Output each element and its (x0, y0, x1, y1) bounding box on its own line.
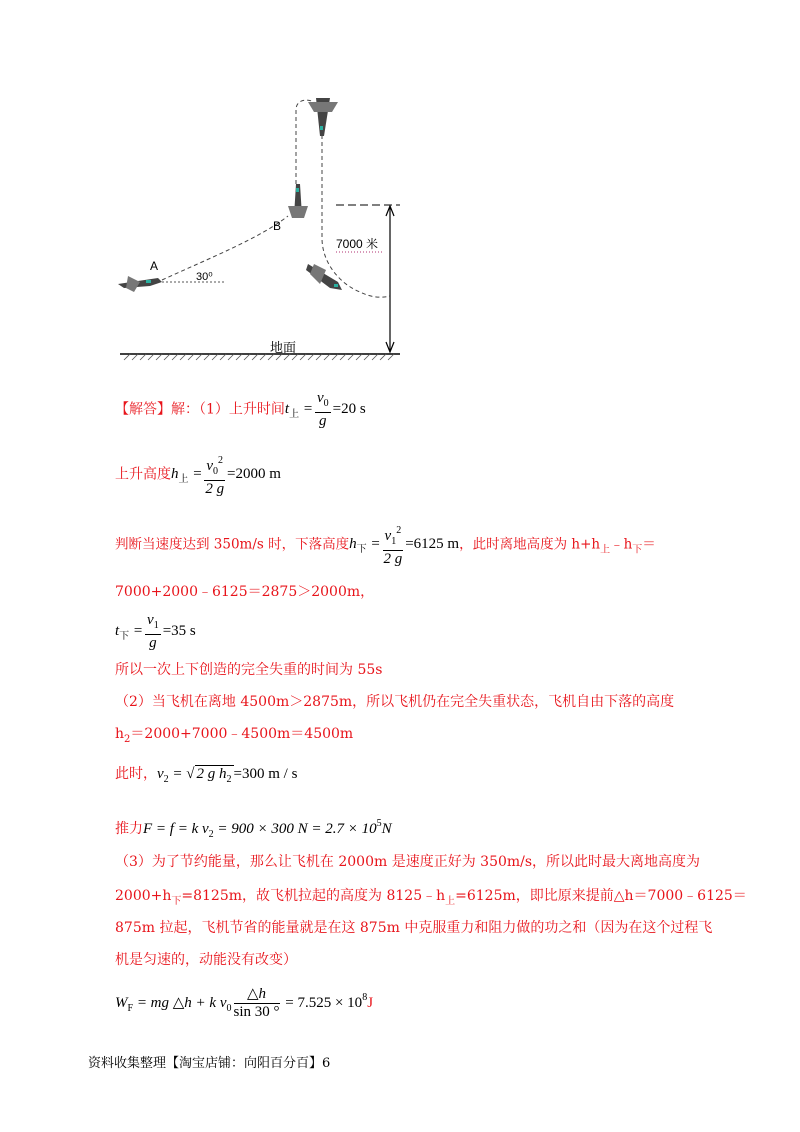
solution-line-5: $t_下$ = $\frac{v_1}{g}$ =35 s (115, 612, 196, 651)
result: =20 s (332, 401, 366, 418)
para3-line-4: 机是匀速的，动能没有改变） (115, 952, 297, 968)
line1-formula: $t_上$ = $\frac{v_0}{g}$ =20 s (284, 390, 366, 429)
solution-line-9: 此时，$v_2$ = √ 2 g $h_2 =300$ m / s (115, 766, 298, 785)
result: =2000 m (227, 466, 281, 483)
h: h (115, 726, 125, 742)
num: △h (234, 986, 280, 1004)
num-sub: 0 (323, 398, 329, 409)
num: v (206, 458, 214, 474)
t: t (284, 401, 290, 418)
label-a: A (150, 259, 159, 273)
p2sub: 下 (171, 896, 182, 907)
page-footer: 资料收集整理【淘宝店铺：向阳百分百】6 (88, 1056, 331, 1071)
solution-line-7: （2）当飞机在离地 4500m＞2875m，所以飞机仍在完全失重状态，飞机自由下落的高度 (115, 694, 675, 710)
solution-line-10 (115, 814, 392, 845)
suffix-sub1: 上 (600, 544, 611, 556)
para3-line-3: 875m 拉起，飞机节省的能量就是在这 875m 中克服重力和阻力做的功之和（因为在这个过程飞 (115, 920, 713, 936)
den: 2 g (383, 551, 403, 567)
p2b: =8125m，故飞机拉起的高度为 8125﹣h (181, 888, 446, 904)
suffix-b: ﹣h (610, 536, 633, 553)
work-equation (115, 986, 373, 1021)
expr-mid: = 900 × 300 N = 2.7 × 10 (213, 821, 377, 837)
num-sup: 2 (218, 455, 224, 466)
result: =300 m / s (233, 766, 298, 782)
solution-line-2 (115, 452, 281, 498)
num: v (316, 390, 324, 406)
expr-sub: 2 (208, 829, 214, 840)
den: g (319, 413, 327, 429)
expr-end: N (381, 821, 392, 837)
den: g (149, 635, 157, 651)
solution-line-8 (115, 724, 353, 750)
para3-line-2 (115, 886, 747, 912)
line2-prefix: 上升高度 (115, 466, 171, 483)
label-b: B (273, 219, 282, 233)
t-sub: 上 (289, 409, 300, 421)
expr-sup: 5 (376, 818, 382, 829)
line9-prefix: 此时， (115, 766, 157, 782)
h-sub: 上 (178, 474, 189, 486)
num-sup: 2 (396, 525, 402, 536)
sqrt-body: 2 g h (196, 766, 227, 782)
flight-diagram (110, 88, 410, 373)
suffix-a: ，此时离地高度为 h+h (459, 536, 601, 553)
plane-top-icon (308, 98, 338, 136)
solution-line-4: 7000+2000﹣6125＝2875＞2000m， (115, 584, 375, 600)
w-sub: F (127, 1002, 134, 1014)
num: v (147, 612, 154, 628)
plane-descend-icon (306, 264, 342, 290)
result: = 7.525 × 10 (281, 994, 363, 1011)
angle-label: 30⁰ (196, 271, 213, 283)
plane-b-icon (288, 184, 308, 218)
num-sub: 0 (213, 466, 219, 477)
suffix-c: ＝ (642, 536, 656, 553)
t: t (115, 623, 120, 640)
num-sub: 1 (153, 620, 159, 631)
v-sub: 0 (226, 1002, 232, 1014)
height-label: 7000 米 (336, 237, 379, 251)
p2sub2: 上 (445, 896, 456, 907)
h-sub: 下 (356, 544, 367, 556)
expr: = mg △h + k v (133, 994, 227, 1011)
ground-label: 地面 (270, 340, 297, 355)
num: v (384, 528, 392, 544)
result: =6125 m (405, 536, 460, 553)
h: h (349, 536, 357, 553)
line3-formula: $h_下$ = $\frac{v_1^2}{2 g}$ =6125 m (349, 536, 459, 552)
line3-prefix: 判断当速度达到 350m/s 时，下落高度 (115, 536, 350, 553)
den: sin 30 ° (233, 1004, 280, 1020)
climb-path (162, 216, 288, 280)
h: h (171, 466, 179, 483)
v-sub: 2 (163, 774, 169, 785)
h-sub: 2 (124, 734, 131, 745)
solution-line-3 (115, 522, 656, 568)
unit: J (367, 994, 374, 1011)
result-sup: 8 (362, 991, 368, 1003)
line2-formula: $h_上$ = $\frac{v_0^2}{2 g}$ =2000 m (171, 466, 281, 482)
den: 2 g (205, 481, 225, 497)
t-sub: 下 (119, 631, 130, 643)
solution-line-6: 所以一次上下创造的完全失重的时间为 55s (115, 662, 383, 678)
line1-prefix: 解：（1）上升时间 (171, 401, 285, 418)
w: W (115, 994, 128, 1011)
p2c: =6125m，即比原来提前△h＝7000﹣6125＝ (455, 888, 747, 904)
line10-prefix: 推力 (115, 821, 143, 837)
answer-header: 【解答】 (115, 401, 171, 418)
sqrt-sub: 2 (226, 774, 232, 785)
suffix-sub2: 下 (632, 544, 643, 556)
num-sub: 1 (391, 536, 397, 547)
v: v (157, 766, 164, 782)
ground-hatch (124, 354, 394, 360)
expr: F = f = k v (143, 821, 209, 837)
line8-rest: ＝2000+7000﹣4500m＝4500m (130, 726, 354, 742)
plane-a-icon (118, 276, 162, 292)
result: =35 s (162, 623, 196, 640)
para3-line-1: （3）为了节约能量，那么让飞机在 2000m 是速度正好为 350m/s，所以此时最大离地高度为 (115, 854, 701, 870)
descent-path (322, 128, 390, 297)
p2a: 2000+h (115, 888, 172, 904)
apex-path (296, 100, 314, 184)
solution-line-1 (115, 390, 366, 430)
